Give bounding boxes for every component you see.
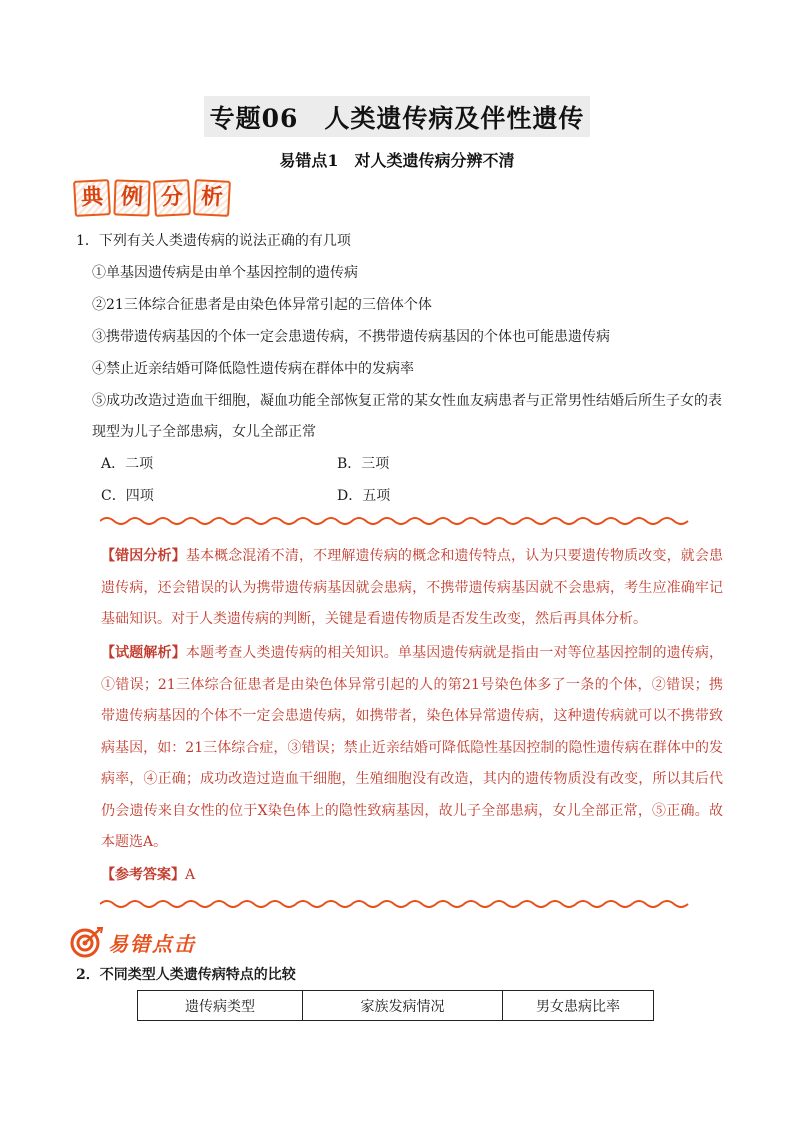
statement-1: ①单基因遗传病是由单个基因控制的遗传病	[92, 265, 358, 281]
page-subtitle: 易错点1 对人类遗传病分辨不清	[279, 151, 515, 170]
option-c: C．四项	[101, 488, 154, 504]
badge-char: 析	[193, 179, 231, 217]
question-stem	[76, 230, 351, 250]
statement-4: ④禁止近亲结婚可降低隐性遗传病在群体中的发病率	[92, 361, 414, 377]
statement-2: ②21三体综合征患者是由染色体异常引起的三倍体个体	[92, 297, 432, 313]
table-header-row	[138, 991, 654, 1021]
badge-char: 典	[73, 179, 111, 217]
statement-3: ③携带遗传病基因的个体一定会患遗传病，不携带遗传病基因的个体也可能患遗传病	[92, 329, 610, 345]
question-text: 下列有关人类遗传病的说法正确的有几项	[98, 233, 351, 249]
option-d: D．五项	[337, 488, 391, 504]
target-icon	[70, 926, 104, 958]
page-title: 专题06 人类遗传病及伴性遗传	[204, 96, 591, 137]
section-2-heading: 2．不同类型人类遗传病特点的比较	[76, 967, 296, 983]
wavy-divider	[100, 514, 690, 528]
error-analysis-text: 基本概念混淆不清，不理解遗传病的概念和遗传特点，认为只要遗传物质改变，就会患遗传病，还会错误的认为携带遗传病基因就会患病，不携带遗传病基因就不会患病，考生应准确牢记基础知识。对于人类遗传病的判断，关键是看遗传物质是否发生改变，然后再具体分析。	[101, 548, 724, 627]
reference-answer	[101, 860, 723, 892]
table-header-cell: 男女患病比率	[503, 991, 654, 1021]
option-a: A．二项	[101, 456, 154, 472]
option-b: B．三项	[337, 456, 390, 472]
error-tips-header	[70, 926, 196, 958]
answer-text: A	[185, 867, 196, 883]
comparison-table	[137, 990, 654, 1021]
answer-tag: 【参考答案】	[101, 867, 185, 883]
wavy-divider	[100, 897, 690, 911]
example-analysis-badge	[74, 180, 234, 216]
solution-tag: 【试题解析】	[101, 645, 186, 661]
question-number: 1．	[76, 233, 99, 249]
solution-analysis	[101, 638, 723, 859]
error-analysis-tag: 【错因分析】	[101, 548, 186, 564]
error-tips-label: 易错点击	[108, 931, 196, 956]
solution-text: 本题考查人类遗传病的相关知识。单基因遗传病就是指由一对等位基因控制的遗传病，①错误；21三体综合征患者是由染色体异常引起的人的第21号染色体多了一条的个体，②错误；携带遗传病基因的个体不一定会患遗传病，如携带者，染色体异常遗传病，这种遗传病就可以不携带致病基因，如：21三体综合症，③错误；禁止近亲结婚可降低隐性基因控制的隐性遗传病在群体中的发病率，④正确；成功改造过造血干细胞，生殖细胞没有改造，其内的遗传物质没有改变，所以其后代仍会遗传来自女性的位于X染色体上的隐性致病基因，故儿子全部患病，女儿全部正常，⑤正确。故本题选A。	[101, 645, 724, 850]
statement-5-cont: 现型为儿子全部患病，女儿全部正常	[92, 424, 316, 440]
page-title-container	[0, 96, 794, 137]
table-header-cell: 家族发病情况	[303, 991, 503, 1021]
error-analysis	[101, 541, 723, 636]
badge-char: 分	[153, 179, 191, 217]
table-header-cell: 遗传病类型	[138, 991, 303, 1021]
statement-5: ⑤成功改造过造血干细胞，凝血功能全部恢复正常的某女性血友病患者与正常男性结婚后所生子女的表	[92, 393, 722, 409]
badge-char: 例	[113, 179, 150, 216]
